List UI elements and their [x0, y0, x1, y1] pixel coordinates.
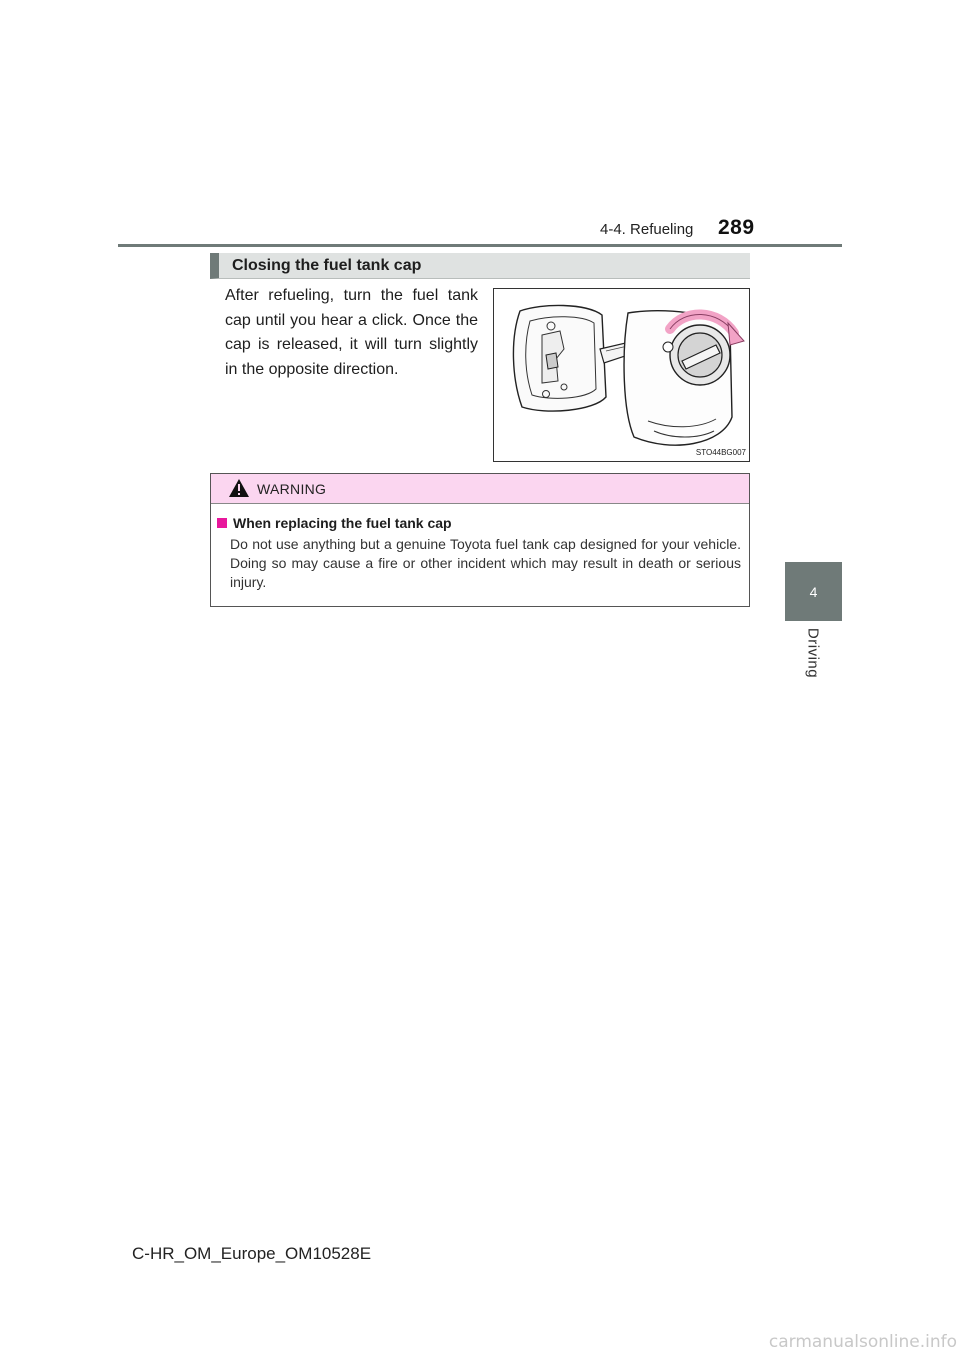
- warning-box: [210, 473, 750, 607]
- chapter-name: Driving: [804, 627, 822, 679]
- page-number: 289: [718, 216, 755, 239]
- chapter-tab: [785, 562, 842, 621]
- square-bullet-icon: [217, 518, 227, 528]
- section-label: 4-4. Refueling: [600, 221, 694, 238]
- warning-header: [211, 474, 749, 504]
- figure-code: STO44BG007: [695, 448, 746, 457]
- warning-title: WARNING: [257, 481, 327, 497]
- warning-text: Do not use anything but a genuine Toyota fuel tank cap designed for your vehicle. Doing so may cause a fire or other incident which may result in death or serious injury.: [230, 536, 741, 590]
- warning-subtitle: When replacing the fuel tank cap: [233, 515, 452, 531]
- header-rule: [118, 244, 842, 247]
- chapter-number: 4: [809, 583, 818, 600]
- warning-triangle-icon: [228, 478, 250, 498]
- watermark: carmanualsonline.info: [768, 1332, 957, 1352]
- section-heading: [210, 253, 750, 279]
- document-id: C-HR_OM_Europe_OM10528E: [132, 1244, 372, 1263]
- fuel-cap-illustration: [493, 288, 750, 462]
- section-heading-text: Closing the fuel tank cap: [232, 257, 422, 274]
- fuel-door-drawing: [494, 289, 749, 461]
- section-body-text: After refueling, turn the fuel tank cap until you hear a click. Once the cap is released, it will turn slightly in the opposite direction.: [225, 287, 478, 378]
